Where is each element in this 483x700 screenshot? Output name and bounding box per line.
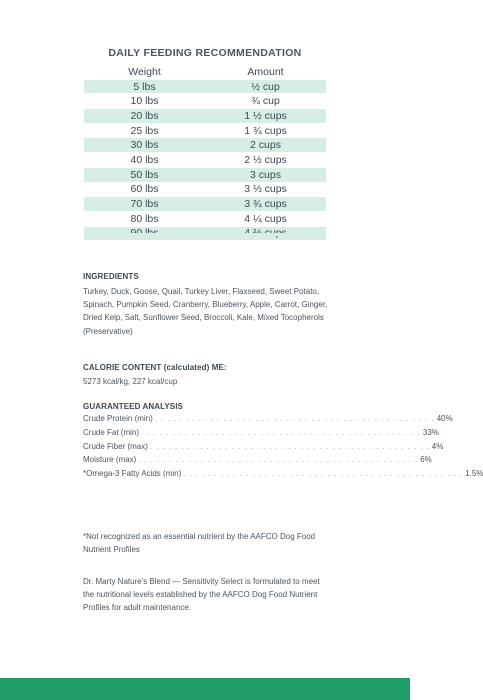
analysis-label: *Omega-3 Fatty Acids (min) <box>83 469 182 479</box>
leader-dots: . . . . . . . . . . . . . . . . . . . . . . . . . . . . . . . . . . . . . . . . . . . . . <box>141 429 421 437</box>
weight-column-header: Weight <box>84 65 205 79</box>
leader-dots: . . . . . . . . . . . . . . . . . . . . . . . . . . . . . . . . . . . . . . . . . . . . . <box>149 443 430 451</box>
analysis-value: 33% <box>422 427 439 437</box>
weight-cell: 10 lbs <box>84 94 205 109</box>
analysis-value: 40% <box>436 414 453 423</box>
table-row <box>84 167 326 182</box>
analysis-row <box>83 414 453 428</box>
amount-cell: 2 cups <box>205 138 326 153</box>
table-row <box>84 211 326 226</box>
weight-cell: 60 lbs <box>84 182 205 197</box>
table-row <box>84 123 326 138</box>
feeding-title: DAILY FEEDING RECOMMENDATION <box>108 47 302 59</box>
analysis-label: Crude Protein (min) <box>83 414 153 423</box>
analysis-list <box>83 414 483 483</box>
leader-dots: . . . . . . . . . . . . . . . . . . . . . . . . . . . . . . . . . . . . . . . . . . . . . <box>138 457 419 465</box>
amount-cell: 2 ½ cups <box>205 153 326 168</box>
amount-cell: 4 ¼ cups <box>205 211 326 226</box>
weight-cell: 20 lbs <box>84 109 205 124</box>
formulation-statement: Dr. Marty Nature's Blend — Sensitivity Select is formulated to meet the nutritional levels established by the AAFCO Dog Food Nutrient Profiles for adult maintenance. <box>83 577 320 613</box>
analysis-value: 4% <box>431 441 444 451</box>
feeding-table <box>84 65 326 241</box>
table-row <box>84 153 326 168</box>
amount-cell: 1 ¾ cups <box>205 123 326 138</box>
analysis-row <box>83 441 444 456</box>
weight-cell: 30 lbs <box>84 138 205 153</box>
analysis-row <box>83 469 483 483</box>
leader-dots: . . . . . . . . . . . . . . . . . . . . . . . . . . . . . . . . . . . . . . . . . . . . . <box>183 471 464 479</box>
analysis-value: 1.5% <box>465 469 483 479</box>
analysis-row <box>83 455 432 469</box>
amount-cell: 1 ½ cups <box>205 109 326 124</box>
table-row <box>84 79 326 94</box>
amount-cell: ½ cup <box>205 79 326 94</box>
analysis-value: 6% <box>420 455 432 465</box>
amount-cell: ¾ cup <box>205 94 326 109</box>
table-row <box>84 182 326 197</box>
weight-cell: 50 lbs <box>84 167 205 182</box>
leader-dots: . . . . . . . . . . . . . . . . . . . . . . . . . . . . . . . . . . . . . . . . . . . . . <box>154 416 435 423</box>
ingredients-text: Turkey, Duck, Goose, Quail, Turkey Liver, Flaxseed, Sweet Potato, Spinach, Pumpkin Seed, Cranberry, Blueberry, Apple, Carrot, Ginger, Dried Kelp, Salt, Sunflower Seed, Broccoli, Kale, Mixed Tocopherols (Preservative) <box>83 287 328 336</box>
amount-column-header: Amount <box>205 65 326 79</box>
calorie-text: 5273 kcal/kg, 227 kcal/cup <box>83 377 178 386</box>
analysis-heading: GUARANTEED ANALYSIS <box>83 402 183 411</box>
table-bottom-band <box>84 233 326 236</box>
table-row <box>84 94 326 109</box>
footnote-text: *Not recognized as an essential nutrient by the AAFCO Dog Food Nutrient Profiles <box>83 532 316 555</box>
table-row <box>84 197 326 212</box>
weight-cell: 70 lbs <box>84 197 205 212</box>
weight-cell: 80 lbs <box>84 211 205 226</box>
feeding-table-header <box>84 65 326 79</box>
table-row <box>84 109 326 124</box>
ingredients-heading: INGREDIENTS <box>83 272 139 281</box>
analysis-label: Moisture (max) <box>83 455 137 465</box>
amount-cell: 3 cups <box>205 167 326 182</box>
bottom-accent-bar <box>0 678 410 700</box>
amount-cell: 3 ⅓ cups <box>205 182 326 197</box>
weight-cell: 25 lbs <box>84 123 205 138</box>
amount-cell: 3 ¾ cups <box>205 197 326 212</box>
calorie-heading: CALORIE CONTENT (calculated) ME: <box>83 363 227 372</box>
weight-cell: 40 lbs <box>84 153 205 168</box>
weight-cell: 5 lbs <box>84 79 205 94</box>
table-row <box>84 138 326 153</box>
analysis-label: Crude Fiber (max) <box>83 441 148 451</box>
analysis-row <box>83 427 439 442</box>
analysis-label: Crude Fat (min) <box>83 427 140 437</box>
